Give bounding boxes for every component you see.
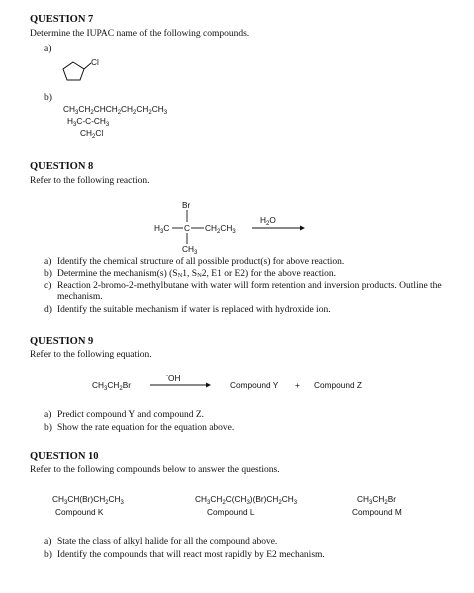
compound-b-main-chain: $CH_3CH_2CHCH_2CH_2CH_2CH_3$	[63, 104, 168, 116]
compound-m-formula: $CH_3CH_2Br$	[357, 494, 396, 506]
question-9-prompt: Refer to the following equation.	[30, 350, 152, 360]
ethyl-group: $CH_2CH_3$	[205, 223, 236, 235]
compound-k-name: Compound K	[55, 507, 104, 517]
question-10-item-a: a) State the class of alkyl halide for all the compound above.	[44, 537, 278, 547]
question-8-item-c: c) Reaction 2-bromo-2-methylbutane with water will form retention and inversion products. Outline the mechanism.	[44, 281, 442, 302]
question-7-heading: QUESTION 7	[30, 14, 94, 25]
compound-b-branch: $H_3C-C-CH_3$	[67, 116, 110, 128]
question-9-heading: QUESTION 9	[30, 336, 94, 347]
reaction-arrow-head	[206, 383, 211, 388]
question-9-item-b: b) Show the rate equation for the equation above.	[44, 423, 235, 433]
bromo-group: Br	[182, 200, 191, 210]
chloro-substituent: Cl	[91, 57, 99, 67]
left-methyl-group: $H_3C$	[154, 223, 170, 235]
bottom-methyl-group: $CH_3$	[182, 244, 198, 256]
question-8-prompt: Refer to the following reaction.	[30, 176, 150, 186]
question-8-heading: QUESTION 8	[30, 161, 94, 172]
question-8-item-a: a) Identify the chemical structure of all possible product(s) for above reaction.	[44, 257, 345, 267]
product-compound-z: Compound Z	[314, 380, 362, 390]
product-compound-y: Compound Y	[230, 380, 279, 390]
question-10-heading: QUESTION 10	[30, 451, 99, 462]
question-7-part-b-label: b)	[44, 93, 52, 103]
question-8-item-d: d) Identify the suitable mechanism if water is replaced with hydroxide ion.	[44, 305, 331, 315]
reagent-water: $H_2O$	[260, 215, 276, 227]
compound-k-formula: $CH_3CH(Br)CH_2CH_3$	[52, 494, 124, 506]
question-10-prompt: Refer to the following compounds below to answer the questions.	[30, 465, 280, 475]
compound-l-formula: $CH_3CH_2C(CH_3)(Br)CH_2CH_3$	[195, 494, 298, 506]
question-7-part-a-label: a)	[44, 44, 52, 54]
reactant-ethyl-bromide: $CH_3CH_2Br$	[92, 380, 131, 392]
reagent-hydroxide: -OH	[166, 373, 181, 383]
compound-m-name: Compound M	[352, 507, 402, 517]
question-7-prompt: Determine the IUPAC name of the following compounds.	[30, 29, 250, 39]
compound-b-chloromethyl: $CH_2Cl$	[80, 128, 104, 140]
question-9-item-a: a) Predict compound Y and compound Z.	[44, 410, 205, 420]
question-8-item-b: b) Determine the mechanism(s) ($S_N1$, $S_N2$, E1 or E2) for the above reaction.	[44, 269, 337, 279]
question-10-item-b: b) Identify the compounds that will react most rapidly by E2 mechanism.	[44, 550, 325, 560]
central-carbon: C	[184, 223, 190, 233]
plus-sign: +	[295, 380, 300, 390]
compound-l-name: Compound L	[207, 507, 255, 517]
